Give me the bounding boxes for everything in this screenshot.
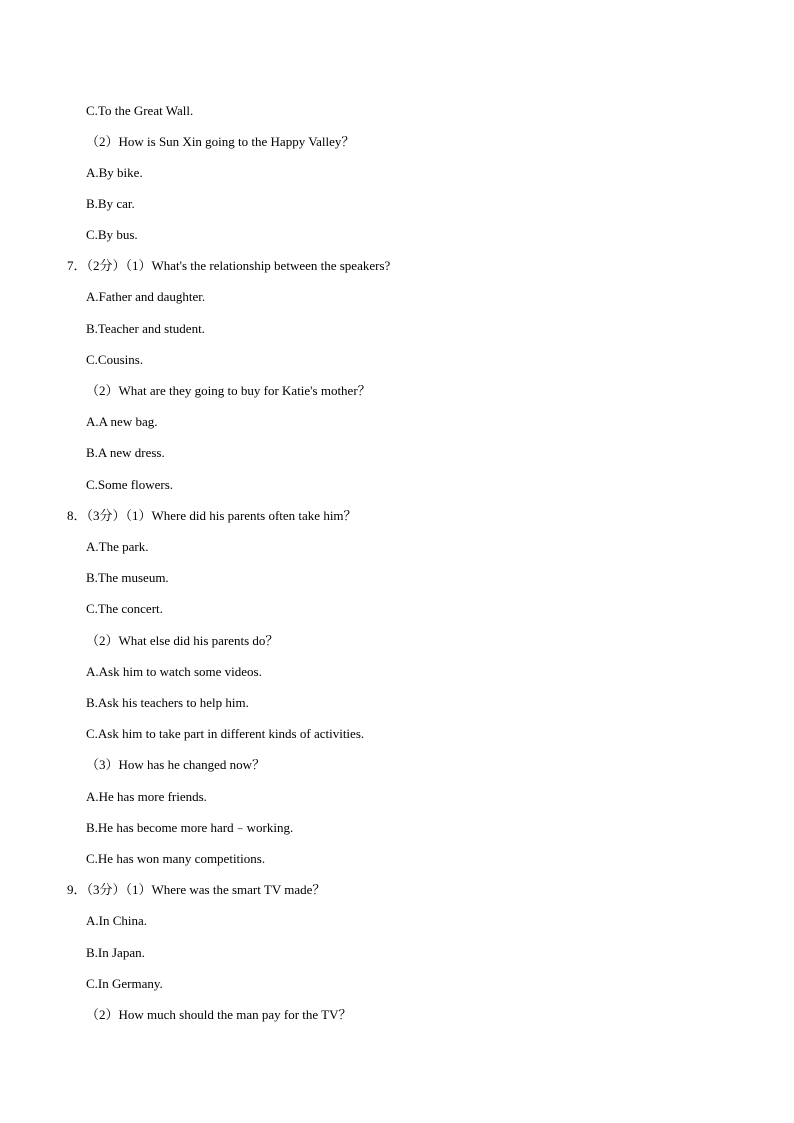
sub-question-line: （3）How has he changed now？ bbox=[86, 757, 266, 772]
option-line: A.He has more friends. bbox=[86, 789, 207, 804]
option-line: B.Ask his teachers to help him. bbox=[86, 695, 249, 710]
option-line: C.In Germany. bbox=[86, 976, 163, 991]
option-line: A.In China. bbox=[86, 913, 148, 928]
question-line: 7．（2分）（1）What's the relationship between the speakers? bbox=[67, 258, 391, 273]
sub-question-line: （2）What else did his parents do？ bbox=[86, 633, 279, 648]
option-line: A.Ask him to watch some videos. bbox=[86, 664, 262, 679]
option-line: B.He has become more hard﹣working. bbox=[86, 820, 294, 835]
option-line: B.The museum. bbox=[86, 570, 169, 585]
option-line: B.Teacher and student. bbox=[86, 321, 205, 336]
sub-question-line: （2）How is Sun Xin going to the Happy Valley？ bbox=[86, 134, 355, 149]
option-line: C.The concert. bbox=[86, 601, 163, 616]
option-line: B.In Japan. bbox=[86, 945, 145, 960]
option-line: A.The park. bbox=[86, 539, 149, 554]
sub-question-line: （2）What are they going to buy for Katie's mother？ bbox=[86, 383, 371, 398]
option-line: C.He has won many competitions. bbox=[86, 851, 266, 866]
option-line: A.A new bag. bbox=[86, 414, 158, 429]
sub-question-line: （2）How much should the man pay for the TV？ bbox=[86, 1007, 352, 1022]
option-line: C.Ask him to take part in different kinds of activities. bbox=[86, 726, 365, 741]
option-line: C.Some flowers. bbox=[86, 477, 174, 492]
option-line: A.By bike. bbox=[86, 165, 143, 180]
question-line: 8．（3分）（1）Where did his parents often take him？ bbox=[67, 508, 357, 523]
option-line: B.By car. bbox=[86, 196, 135, 211]
option-line: A.Father and daughter. bbox=[86, 289, 206, 304]
option-line: C.By bus. bbox=[86, 227, 138, 242]
question-line: 9．（3分）（1）Where was the smart TV made？ bbox=[67, 882, 326, 897]
option-line: C.Cousins. bbox=[86, 352, 144, 367]
option-line: B.A new dress. bbox=[86, 445, 165, 460]
option-line: C.To the Great Wall. bbox=[86, 103, 194, 118]
